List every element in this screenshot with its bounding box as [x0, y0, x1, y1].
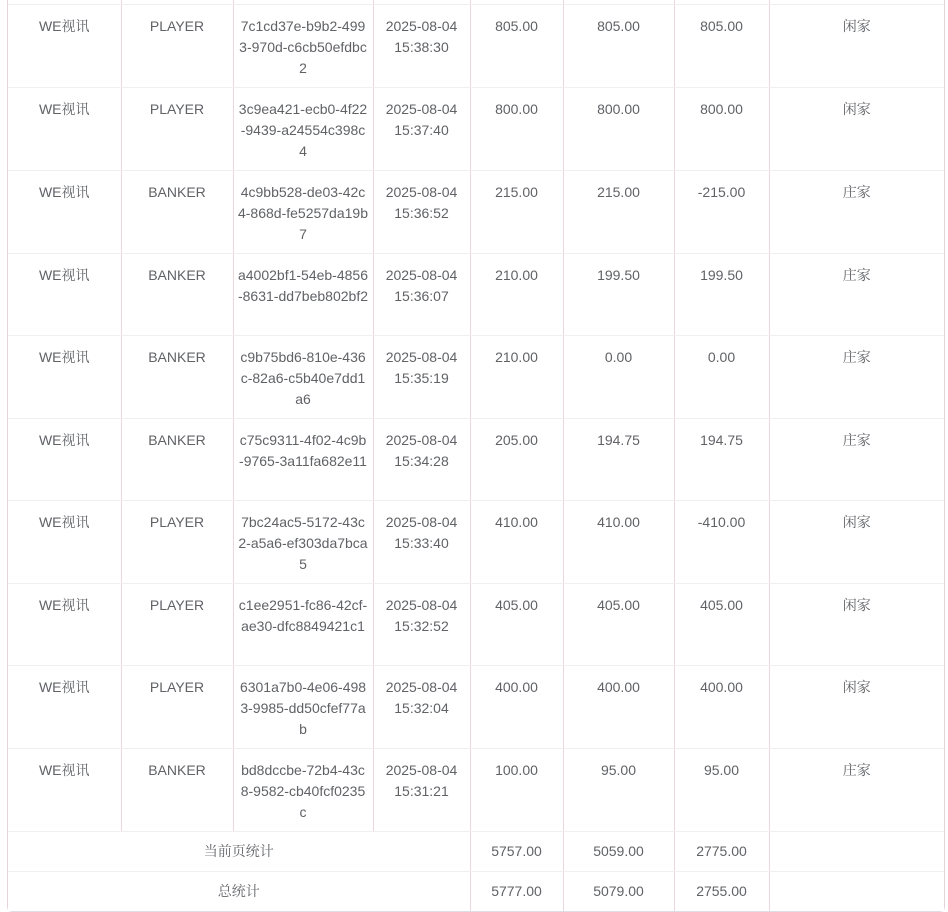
cell-platform: WE视讯 — [8, 418, 121, 500]
cell-amount-3: 0.00 — [674, 335, 769, 418]
cell-amount-2: 194.75 — [563, 418, 674, 500]
cell-bet-time: 2025-08-04 15:34:28 — [373, 418, 470, 500]
cell-platform: WE视讯 — [8, 665, 121, 748]
cell-amount-1: 210.00 — [470, 335, 563, 418]
cell-result: 庄家 — [769, 335, 944, 418]
cell-amount-3: 95.00 — [674, 748, 769, 831]
cell-result: 闲家 — [769, 583, 944, 665]
table-row — [8, 748, 944, 831]
bet-records-table — [8, 0, 944, 911]
cell-platform: WE视讯 — [8, 335, 121, 418]
cell-bet-type: BANKER — [121, 748, 233, 831]
cell-order-id: c75c9311-4f02-4c9b-9765-3a11fa682e11 — [233, 418, 373, 500]
cell-order-id: c1ee2951-fc86-42cf-ae30-dfc8849421c1 — [233, 583, 373, 665]
cell-amount-1: 410.00 — [470, 500, 563, 583]
cell-amount-3: -215.00 — [674, 170, 769, 253]
cell-amount-1: 205.00 — [470, 418, 563, 500]
table-row — [8, 665, 944, 748]
cell-amount-2: 0.00 — [563, 335, 674, 418]
summary-label-current-page: 当前页统计 — [8, 831, 470, 871]
cell-bet-type: PLAYER — [121, 500, 233, 583]
cell-result: 闲家 — [769, 87, 944, 170]
cell-platform: WE视讯 — [8, 87, 121, 170]
cell-amount-3: 805.00 — [674, 4, 769, 87]
cell-amount-2: 405.00 — [563, 583, 674, 665]
cell-platform: WE视讯 — [8, 500, 121, 583]
cell-amount-2: 400.00 — [563, 665, 674, 748]
table-row — [8, 4, 944, 87]
cell-result: 庄家 — [769, 170, 944, 253]
cell-order-id: 7c1cd37e-b9b2-4993-970d-c6cb50efdbc2 — [233, 4, 373, 87]
summary-empty-cell — [769, 831, 944, 871]
bet-records-table-container — [7, 0, 945, 912]
summary-row-current-page — [8, 831, 944, 871]
cell-order-id: c9b75bd6-810e-436c-82a6-c5b40e7dd1a6 — [233, 335, 373, 418]
summary-amount-1: 5757.00 — [470, 831, 563, 871]
table-row — [8, 335, 944, 418]
cell-bet-type: PLAYER — [121, 4, 233, 87]
cell-bet-time: 2025-08-04 15:37:40 — [373, 87, 470, 170]
cell-order-id: 7bc24ac5-5172-43c2-a5a6-ef303da7bca5 — [233, 500, 373, 583]
cell-order-id: 4c9bb528-de03-42c4-868d-fe5257da19b7 — [233, 170, 373, 253]
summary-amount-1: 5777.00 — [470, 871, 563, 911]
cell-amount-2: 199.50 — [563, 253, 674, 335]
summary-label-total: 总统计 — [8, 871, 470, 911]
cell-bet-time: 2025-08-04 15:32:52 — [373, 583, 470, 665]
cell-amount-1: 100.00 — [470, 748, 563, 831]
cell-bet-type: BANKER — [121, 335, 233, 418]
cell-amount-2: 805.00 — [563, 4, 674, 87]
table-row — [8, 87, 944, 170]
cell-bet-time: 2025-08-04 15:36:07 — [373, 253, 470, 335]
cell-result: 闲家 — [769, 500, 944, 583]
cell-platform: WE视讯 — [8, 748, 121, 831]
cell-amount-1: 215.00 — [470, 170, 563, 253]
cell-bet-time: 2025-08-04 15:32:04 — [373, 665, 470, 748]
cell-amount-3: 405.00 — [674, 583, 769, 665]
cell-result: 闲家 — [769, 665, 944, 748]
table-row — [8, 170, 944, 253]
cell-amount-2: 215.00 — [563, 170, 674, 253]
cell-amount-1: 805.00 — [470, 4, 563, 87]
cell-result: 庄家 — [769, 418, 944, 500]
cell-bet-time: 2025-08-04 15:38:30 — [373, 4, 470, 87]
cell-bet-type: PLAYER — [121, 87, 233, 170]
table-row — [8, 253, 944, 335]
cell-amount-3: 400.00 — [674, 665, 769, 748]
summary-empty-cell — [769, 871, 944, 911]
cell-amount-2: 95.00 — [563, 748, 674, 831]
cell-platform: WE视讯 — [8, 253, 121, 335]
cell-order-id: 6301a7b0-4e06-4983-9985-dd50cfef77ab — [233, 665, 373, 748]
cell-bet-time: 2025-08-04 15:36:52 — [373, 170, 470, 253]
cell-platform: WE视讯 — [8, 4, 121, 87]
cell-bet-time: 2025-08-04 15:35:19 — [373, 335, 470, 418]
cell-amount-1: 800.00 — [470, 87, 563, 170]
summary-amount-3: 2775.00 — [674, 831, 769, 871]
cell-order-id: bd8dccbe-72b4-43c8-9582-cb40fcf0235c — [233, 748, 373, 831]
cell-amount-2: 800.00 — [563, 87, 674, 170]
cell-platform: WE视讯 — [8, 170, 121, 253]
cell-bet-time: 2025-08-04 15:31:21 — [373, 748, 470, 831]
cell-bet-time: 2025-08-04 15:33:40 — [373, 500, 470, 583]
cell-platform: WE视讯 — [8, 583, 121, 665]
cell-bet-type: BANKER — [121, 418, 233, 500]
cell-amount-3: 800.00 — [674, 87, 769, 170]
cell-amount-3: 199.50 — [674, 253, 769, 335]
summary-amount-2: 5079.00 — [563, 871, 674, 911]
cell-amount-3: -410.00 — [674, 500, 769, 583]
table-row — [8, 500, 944, 583]
cell-result: 庄家 — [769, 253, 944, 335]
cell-amount-2: 410.00 — [563, 500, 674, 583]
cell-order-id: a4002bf1-54eb-4856-8631-dd7beb802bf2 — [233, 253, 373, 335]
cell-result: 庄家 — [769, 748, 944, 831]
cell-amount-1: 400.00 — [470, 665, 563, 748]
table-row — [8, 418, 944, 500]
cell-amount-1: 405.00 — [470, 583, 563, 665]
cell-amount-1: 210.00 — [470, 253, 563, 335]
summary-row-total — [8, 871, 944, 911]
cell-result: 闲家 — [769, 4, 944, 87]
summary-amount-3: 2755.00 — [674, 871, 769, 911]
cell-amount-3: 194.75 — [674, 418, 769, 500]
cell-order-id: 3c9ea421-ecb0-4f22-9439-a24554c398c4 — [233, 87, 373, 170]
cell-bet-type: BANKER — [121, 170, 233, 253]
cell-bet-type: PLAYER — [121, 583, 233, 665]
table-row — [8, 583, 944, 665]
summary-amount-2: 5059.00 — [563, 831, 674, 871]
cell-bet-type: PLAYER — [121, 665, 233, 748]
cell-bet-type: BANKER — [121, 253, 233, 335]
